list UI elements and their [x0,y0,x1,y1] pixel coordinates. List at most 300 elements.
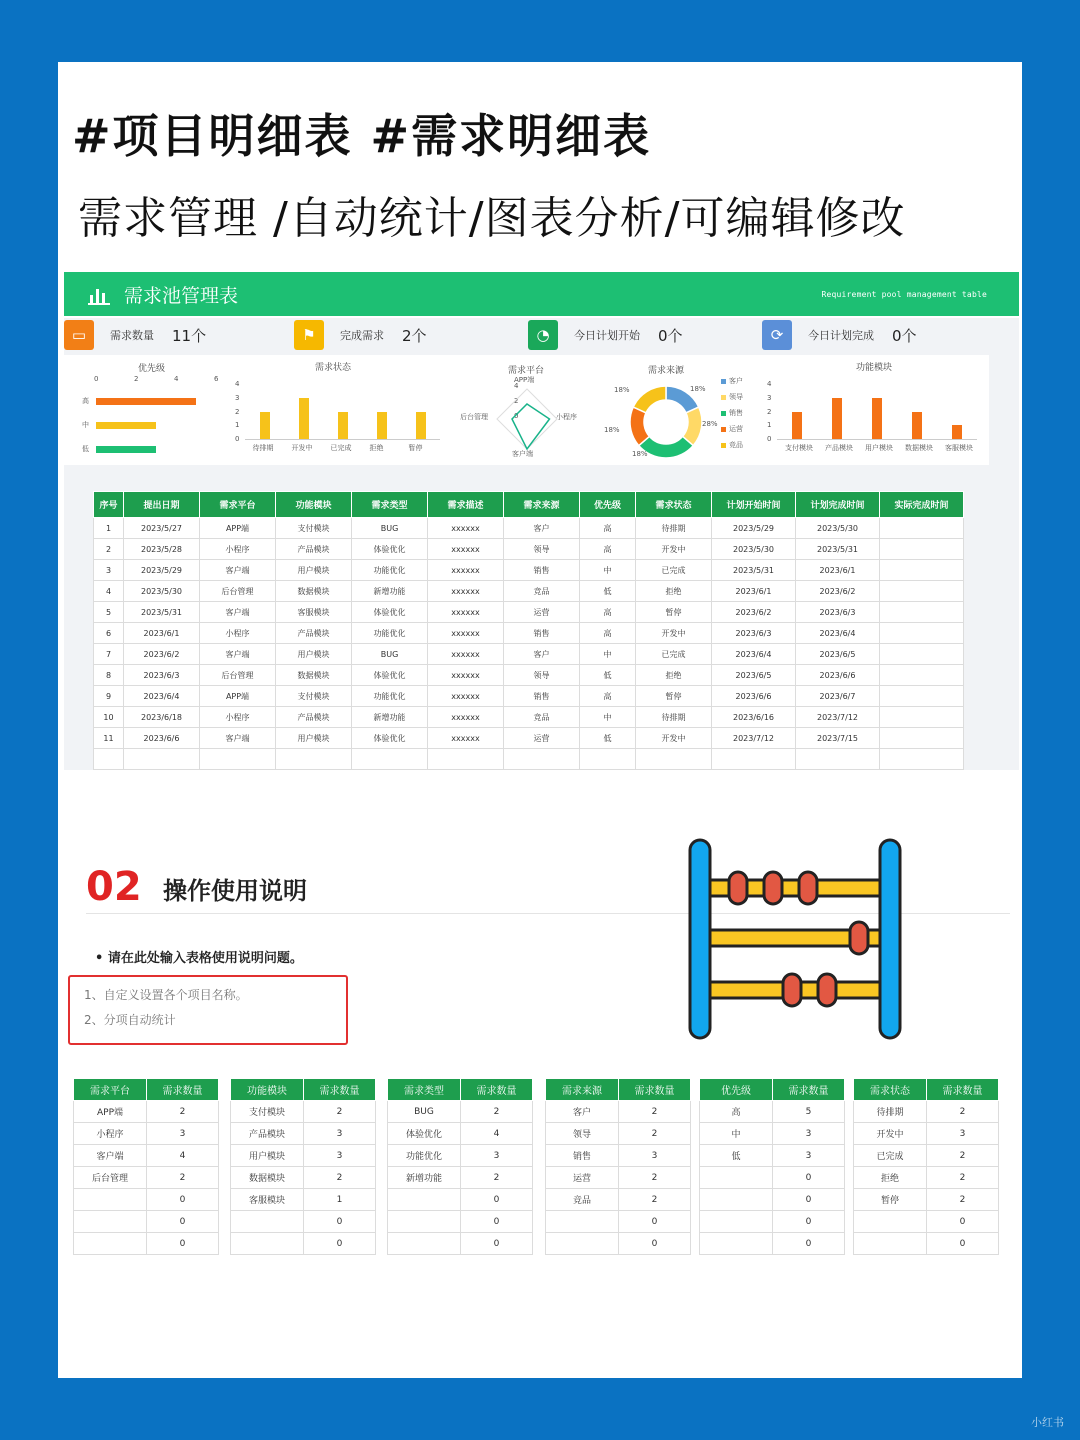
summary-cell[interactable]: 0 [773,1211,845,1233]
summary-cell[interactable] [700,1189,773,1211]
table-cell[interactable]: 2023/6/6 [712,686,796,707]
summary-row [854,1189,999,1211]
table-cell[interactable]: xxxxxx [428,539,504,560]
summary-row [231,1189,376,1211]
axis-line [245,439,440,440]
table-cell[interactable]: xxxxxx [428,581,504,602]
summary-row [74,1189,219,1211]
table-cell[interactable]: 中 [580,560,636,581]
table-cell[interactable]: 后台管理 [200,581,276,602]
summary-row [700,1101,845,1123]
abacus-icon [688,838,904,1042]
bar [96,398,196,405]
pie-chart-icon: ◔ [528,320,558,350]
table-cell[interactable]: 2023/6/4 [796,623,880,644]
table-cell[interactable]: 已完成 [636,644,712,665]
table-cell[interactable]: 小程序 [200,707,276,728]
table-cell[interactable] [880,665,964,686]
table-cell[interactable] [428,749,504,770]
table-cell[interactable]: 客户 [504,518,580,539]
table-cell[interactable]: 产品模块 [276,623,352,644]
summary-row [74,1233,219,1255]
table-cell[interactable] [880,728,964,749]
table-cell[interactable]: APP端 [200,686,276,707]
table-cell[interactable]: 数据模块 [276,581,352,602]
table-cell[interactable]: 高 [580,602,636,623]
legend-label: 销售 [729,409,743,417]
table-cell[interactable]: 2023/6/7 [796,686,880,707]
kpi-label: 今日计划开始 [574,329,640,342]
table-cell[interactable]: 2023/6/3 [712,623,796,644]
requirements-table [93,491,964,770]
table-cell[interactable]: 1 [94,518,124,539]
table-cell[interactable]: 高 [580,686,636,707]
table-row [94,644,964,665]
table-cell[interactable]: 功能优化 [352,623,428,644]
table-cell[interactable]: 2023/7/12 [796,707,880,728]
summary-cell[interactable] [231,1211,304,1233]
summary-cell[interactable] [74,1189,147,1211]
summary-cell[interactable]: 销售 [546,1145,619,1167]
table-cell[interactable]: 2023/6/3 [796,602,880,623]
summary-cell[interactable]: 0 [461,1189,533,1211]
summary-cell[interactable]: 2 [147,1167,219,1189]
table-cell[interactable]: 用户模块 [276,560,352,581]
summary-cell[interactable]: 客户端 [74,1145,147,1167]
table-cell[interactable]: 2023/6/2 [124,644,200,665]
summary-row [700,1233,845,1255]
table-cell[interactable]: 2023/6/1 [796,560,880,581]
table-cell[interactable]: 低 [580,665,636,686]
category-label: 拒绝 [369,444,384,452]
table-cell[interactable]: xxxxxx [428,686,504,707]
table-cell[interactable] [880,602,964,623]
table-cell[interactable]: xxxxxx [428,560,504,581]
section-title: 操作使用说明 [163,877,307,905]
table-cell[interactable]: 6 [94,623,124,644]
summary-cell[interactable]: 3 [147,1123,219,1145]
bar [832,398,842,439]
table-cell[interactable]: xxxxxx [428,665,504,686]
summary-cell[interactable]: 0 [461,1211,533,1233]
headline-tags: #项目明细表 #需求明细表 [72,109,652,163]
summary-table [699,1078,845,1255]
table-cell[interactable]: 体验优化 [352,602,428,623]
table-cell[interactable]: 功能优化 [352,686,428,707]
table-cell[interactable] [880,518,964,539]
table-cell[interactable]: 待排期 [636,518,712,539]
bar [96,422,156,429]
summary-cell[interactable]: 3 [773,1145,845,1167]
table-cell[interactable] [880,749,964,770]
table-cell[interactable]: 用户模块 [276,728,352,749]
table-cell[interactable]: 5 [94,602,124,623]
summary-cell[interactable]: 2 [619,1101,691,1123]
table-cell[interactable]: 运营 [504,602,580,623]
table-cell[interactable]: 小程序 [200,623,276,644]
kpi-label: 完成需求 [340,329,384,342]
summary-cell[interactable] [231,1233,304,1255]
table-cell[interactable]: 小程序 [200,539,276,560]
summary-cell[interactable]: 0 [773,1167,845,1189]
table-cell[interactable]: 领导 [504,539,580,560]
column-header: 计划完成时间 [796,492,880,518]
slice-label: 18% [632,450,648,458]
table-cell[interactable]: 体验优化 [352,539,428,560]
summary-row [546,1167,691,1189]
table-cell[interactable]: 2023/6/2 [796,581,880,602]
table-cell[interactable]: 竞品 [504,581,580,602]
summary-cell[interactable]: 3 [304,1145,376,1167]
legend-label: 竞品 [729,441,743,449]
summary-cell[interactable] [74,1233,147,1255]
table-cell[interactable]: 2023/6/5 [712,665,796,686]
summary-cell[interactable] [546,1211,619,1233]
table-row [94,602,964,623]
chart-title-platform: 需求平台 [508,366,545,376]
summary-cell[interactable]: 2 [619,1167,691,1189]
table-cell[interactable] [712,749,796,770]
table-cell[interactable]: 客户 [504,644,580,665]
table-row [94,623,964,644]
table-cell[interactable]: 后台管理 [200,665,276,686]
bar [792,412,802,440]
summary-row [74,1211,219,1233]
summary-cell[interactable]: 待排期 [854,1101,927,1123]
table-cell[interactable]: 高 [580,518,636,539]
table-cell[interactable]: 待排期 [636,707,712,728]
table-cell[interactable]: 2023/6/4 [124,686,200,707]
table-cell[interactable]: 2023/5/31 [712,560,796,581]
summary-cell[interactable]: 暂停 [854,1189,927,1211]
summary-cell[interactable]: 1 [304,1189,376,1211]
table-row [94,560,964,581]
table-cell[interactable]: 中 [580,644,636,665]
category-label: 已完成 [330,444,352,452]
table-cell[interactable]: 高 [580,623,636,644]
table-cell[interactable]: xxxxxx [428,728,504,749]
table-cell[interactable]: 销售 [504,560,580,581]
summary-cell[interactable]: 5 [773,1101,845,1123]
table-cell[interactable] [880,623,964,644]
table-cell[interactable]: 暂停 [636,602,712,623]
summary-cell[interactable]: 2 [304,1101,376,1123]
instruction-bullet: • 请在此处输入表格使用说明问题。 [95,951,303,966]
table-cell[interactable]: 功能优化 [352,560,428,581]
summary-cell[interactable]: BUG [388,1101,461,1123]
summary-cell[interactable] [388,1211,461,1233]
table-row [94,539,964,560]
table-cell[interactable]: xxxxxx [428,644,504,665]
table-cell[interactable] [504,749,580,770]
table-cell[interactable]: 11 [94,728,124,749]
table-cell[interactable]: 2023/5/29 [712,518,796,539]
table-cell[interactable]: 2023/7/15 [796,728,880,749]
table-cell[interactable] [94,749,124,770]
tick-label: 3 [235,393,240,402]
summary-header: 需求状态 [854,1079,927,1101]
table-cell[interactable]: 开发中 [636,539,712,560]
summary-cell[interactable]: 领导 [546,1123,619,1145]
table-cell[interactable]: 2023/6/1 [712,581,796,602]
table-cell[interactable]: 高 [580,539,636,560]
summary-table [545,1078,691,1255]
summary-cell[interactable]: 0 [147,1189,219,1211]
table-cell[interactable]: 低 [580,581,636,602]
table-cell[interactable]: 2023/5/30 [796,518,880,539]
summary-header: 需求数量 [147,1079,219,1101]
table-cell[interactable]: 2023/6/3 [124,665,200,686]
table-cell[interactable]: 10 [94,707,124,728]
summary-cell[interactable]: APP端 [74,1101,147,1123]
summary-row [854,1167,999,1189]
summary-cell[interactable]: 中 [700,1123,773,1145]
summary-cell[interactable]: 0 [927,1211,999,1233]
summary-cell[interactable]: 3 [927,1123,999,1145]
table-cell[interactable] [880,644,964,665]
summary-cell[interactable] [388,1189,461,1211]
summary-cell[interactable]: 功能优化 [388,1145,461,1167]
summary-cell[interactable]: 3 [461,1145,533,1167]
table-cell[interactable]: 2023/5/31 [796,539,880,560]
table-cell[interactable]: 2 [94,539,124,560]
table-cell[interactable]: 客户端 [200,560,276,581]
summary-cell[interactable]: 2 [619,1123,691,1145]
table-cell[interactable]: 4 [94,581,124,602]
table-cell[interactable] [124,749,200,770]
table-cell[interactable]: 2023/6/2 [712,602,796,623]
table-cell[interactable]: 2023/6/1 [124,623,200,644]
table-cell[interactable]: 客户端 [200,602,276,623]
legend-label: 运营 [729,425,743,433]
summary-cell[interactable]: 后台管理 [74,1167,147,1189]
table-cell[interactable]: xxxxxx [428,623,504,644]
summary-cell[interactable]: 2 [461,1101,533,1123]
tick-label: 1 [767,421,772,430]
table-cell[interactable]: 9 [94,686,124,707]
bar [377,412,387,440]
summary-cell[interactable] [546,1233,619,1255]
category-label: 高 [82,397,89,405]
table-cell[interactable]: 用户模块 [276,644,352,665]
summary-cell[interactable]: 数据模块 [231,1167,304,1189]
summary-cell[interactable]: 0 [147,1211,219,1233]
summary-cell[interactable]: 3 [619,1145,691,1167]
table-row [94,686,964,707]
summary-cell[interactable]: 高 [700,1101,773,1123]
summary-row [231,1145,376,1167]
table-cell[interactable]: 2023/6/18 [124,707,200,728]
summary-cell[interactable]: 小程序 [74,1123,147,1145]
summary-cell[interactable]: 4 [461,1123,533,1145]
table-cell[interactable]: 2023/7/12 [712,728,796,749]
radar-shape [492,384,562,454]
summary-cell[interactable]: 0 [619,1233,691,1255]
table-cell[interactable] [880,686,964,707]
table-cell[interactable]: 客服模块 [276,602,352,623]
summary-cell[interactable]: 4 [147,1145,219,1167]
summary-row [74,1167,219,1189]
headline-features: 需求管理 /自动统计/图表分析/可编辑修改 [78,193,906,244]
chart-title-priority: 优先级 [138,364,166,374]
table-cell[interactable]: 开发中 [636,728,712,749]
summary-cell[interactable] [854,1211,927,1233]
table-cell[interactable]: APP端 [200,518,276,539]
table-cell[interactable]: 7 [94,644,124,665]
table-cell[interactable]: xxxxxx [428,518,504,539]
column-header: 提出日期 [124,492,200,518]
table-cell[interactable]: 2023/5/28 [124,539,200,560]
table-cell[interactable]: 2023/5/29 [124,560,200,581]
table-cell[interactable]: BUG [352,644,428,665]
table-cell[interactable]: 已完成 [636,560,712,581]
table-cell[interactable]: 2023/5/31 [124,602,200,623]
summary-cell[interactable]: 2 [619,1189,691,1211]
summary-row [231,1123,376,1145]
table-cell[interactable]: 中 [580,707,636,728]
table-cell[interactable] [880,707,964,728]
table-cell[interactable]: 数据模块 [276,665,352,686]
column-header: 序号 [94,492,124,518]
summary-cell[interactable]: 开发中 [854,1123,927,1145]
table-cell[interactable] [352,749,428,770]
table-cell[interactable]: 2023/6/4 [712,644,796,665]
table-cell[interactable]: 2023/5/30 [124,581,200,602]
table-cell[interactable]: 客户端 [200,644,276,665]
summary-cell[interactable] [854,1233,927,1255]
table-cell[interactable]: 开发中 [636,623,712,644]
table-cell[interactable] [580,749,636,770]
summary-cell[interactable]: 已完成 [854,1145,927,1167]
summary-cell[interactable]: 新增功能 [388,1167,461,1189]
summary-row [388,1123,533,1145]
kpi-value: 0个 [892,326,917,345]
summary-row [546,1233,691,1255]
summary-cell[interactable]: 0 [304,1233,376,1255]
summary-cell[interactable] [700,1211,773,1233]
summary-cell[interactable]: 3 [304,1123,376,1145]
summary-cell[interactable] [700,1233,773,1255]
table-cell[interactable]: 2023/6/16 [712,707,796,728]
summary-cell[interactable]: 竞品 [546,1189,619,1211]
summary-cell[interactable]: 0 [147,1233,219,1255]
summary-cell[interactable]: 2 [304,1167,376,1189]
table-cell[interactable]: 销售 [504,623,580,644]
table-cell[interactable] [880,539,964,560]
summary-cell[interactable]: 0 [773,1233,845,1255]
summary-cell[interactable]: 3 [773,1123,845,1145]
table-cell[interactable]: 产品模块 [276,707,352,728]
summary-cell[interactable]: 体验优化 [388,1123,461,1145]
table-cell[interactable]: 拒绝 [636,665,712,686]
tick-label: 0 [514,412,519,420]
table-cell[interactable]: 销售 [504,686,580,707]
table-cell[interactable]: 2023/5/27 [124,518,200,539]
summary-cell[interactable]: 支付模块 [231,1101,304,1123]
banner-title: 需求池管理表 [124,284,239,307]
table-cell[interactable]: 新增功能 [352,707,428,728]
note-1: 1、自定义设置各个项目名称。 [84,988,248,1002]
summary-cell[interactable]: 0 [927,1233,999,1255]
summary-cell[interactable]: 用户模块 [231,1145,304,1167]
table-cell[interactable]: 2023/6/6 [796,665,880,686]
table-cell[interactable] [636,749,712,770]
summary-cell[interactable] [388,1233,461,1255]
summary-cell[interactable]: 客户 [546,1101,619,1123]
tick-label: 2 [235,407,240,416]
summary-cell[interactable]: 运营 [546,1167,619,1189]
table-cell[interactable]: 暂停 [636,686,712,707]
table-cell[interactable]: xxxxxx [428,602,504,623]
summary-cell[interactable]: 2 [461,1167,533,1189]
table-cell[interactable]: 竞品 [504,707,580,728]
table-cell[interactable] [880,560,964,581]
table-cell[interactable]: 3 [94,560,124,581]
table-cell[interactable] [276,749,352,770]
category-label: 开发中 [291,444,313,452]
summary-row [74,1145,219,1167]
summary-cell[interactable]: 0 [304,1211,376,1233]
table-cell[interactable]: 2023/5/30 [712,539,796,560]
summary-row [854,1123,999,1145]
summary-cell[interactable] [74,1211,147,1233]
table-cell[interactable]: 产品模块 [276,539,352,560]
summary-cell[interactable]: 客服模块 [231,1189,304,1211]
table-cell[interactable]: 新增功能 [352,581,428,602]
table-cell[interactable] [200,749,276,770]
summary-cell[interactable]: 产品模块 [231,1123,304,1145]
summary-cell[interactable]: 0 [773,1189,845,1211]
table-cell[interactable]: BUG [352,518,428,539]
table-cell[interactable]: 领导 [504,665,580,686]
table-cell[interactable]: 2023/6/5 [796,644,880,665]
summary-cell[interactable]: 拒绝 [854,1167,927,1189]
table-cell[interactable]: 低 [580,728,636,749]
table-cell[interactable] [880,581,964,602]
table-cell[interactable] [796,749,880,770]
summary-cell[interactable]: 2 [927,1189,999,1211]
summary-cell[interactable]: 2 [927,1167,999,1189]
category-label: 用户模块 [865,444,893,452]
table-cell[interactable]: 8 [94,665,124,686]
table-cell[interactable]: 支付模块 [276,518,352,539]
presentation-icon: ▭ [64,320,94,350]
summary-header: 优先级 [700,1079,773,1101]
table-cell[interactable]: 拒绝 [636,581,712,602]
summary-row [854,1101,999,1123]
summary-cell[interactable]: 低 [700,1145,773,1167]
summary-cell[interactable]: 2 [147,1101,219,1123]
category-label: 小程序 [556,413,577,421]
table-cell[interactable]: 2023/6/6 [124,728,200,749]
summary-cell[interactable]: 0 [619,1211,691,1233]
summary-row [231,1233,376,1255]
summary-table [230,1078,376,1255]
kpi-2 [528,318,683,352]
table-cell[interactable]: 体验优化 [352,665,428,686]
summary-cell[interactable] [700,1167,773,1189]
table-cell[interactable]: 客户端 [200,728,276,749]
summary-cell[interactable]: 2 [927,1145,999,1167]
tick-label: 4 [514,382,519,390]
table-cell[interactable]: 体验优化 [352,728,428,749]
summary-cell[interactable]: 2 [927,1101,999,1123]
summary-cell[interactable]: 0 [461,1233,533,1255]
table-cell[interactable]: 运营 [504,728,580,749]
table-cell[interactable]: 支付模块 [276,686,352,707]
table-cell[interactable]: xxxxxx [428,707,504,728]
column-header: 计划开始时间 [712,492,796,518]
